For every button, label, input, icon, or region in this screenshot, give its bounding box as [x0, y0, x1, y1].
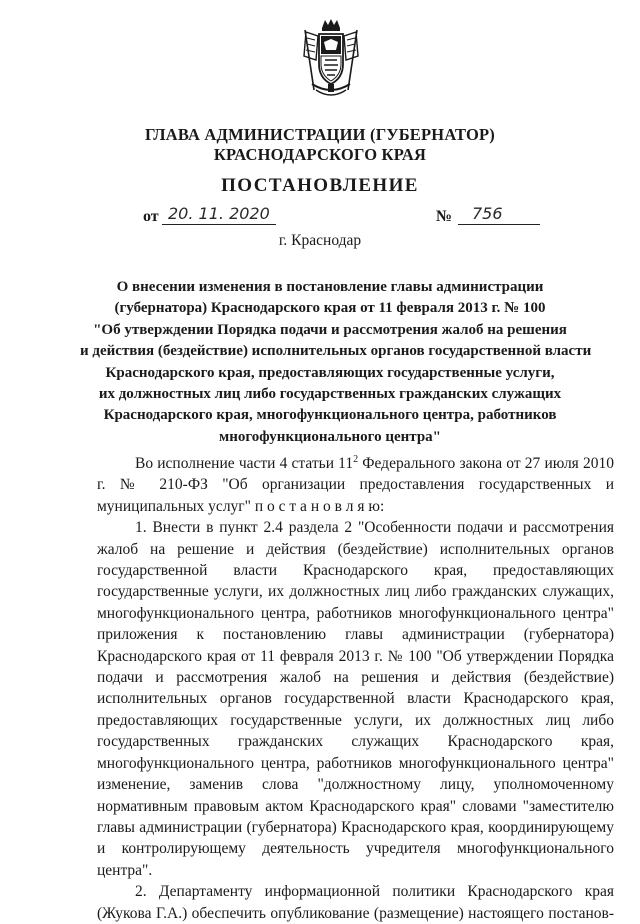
number-label: №	[436, 208, 453, 225]
city: г. Краснодар	[278, 232, 362, 249]
authority-title-line2: КРАСНОДАРСКОГО КРАЯ	[213, 145, 427, 164]
date-label: от	[143, 208, 159, 225]
authority-title-line1: ГЛАВА АДМИНИСТРАЦИИ (ГУБЕРНАТОР)	[145, 125, 495, 144]
subject-line: Краснодарского края, многофункционального центра, работников	[103, 407, 557, 424]
date-number-row	[0, 204, 640, 230]
coat-of-arms-icon	[300, 18, 362, 102]
date-value: 20. 11. 2020	[162, 204, 276, 225]
body-paragraph-preamble: Во исполнение части 4 статьи $11^2$ Федерального закона от 27 июля 2010 г. № 210-ФЗ "Об организации предоставления государственных и муниципальных услуг" п о с т а н о в л я ю:	[97, 453, 614, 515]
body-paragraph-item-2: 2. Департаменту информационной политики Краснодарского края (Жукова Г.А.) обеспечить опубликование (размещение) настоящего постанов-	[97, 883, 614, 922]
superscript: 2	[353, 453, 359, 465]
subject-line: и действия (бездействие) исполнительных органов государственной власти	[80, 343, 592, 360]
subject-line: О внесении изменения в постановление главы администрации	[116, 279, 544, 295]
document-body	[97, 453, 614, 924]
document-subject	[80, 277, 592, 448]
subject-line: многофункционального центра"	[219, 428, 441, 445]
subject-line: (губернатора) Краснодарского края от 11 февраля 2013 г. № 100	[114, 300, 546, 317]
number-value: 756	[458, 204, 540, 225]
body-paragraph-item-1: 1. Внести в пункт 2.4 раздела 2 "Особенности подачи и рассмотрения жалоб на решение и действия (бездействие) исполнительных органов государственной власти Краснодарского края, предоставляющих государственные услуги, их должностных лиц либо гражданских служащих, многофункционального центра, работников многофункционального центра" приложения к постановлению главы администрации (губернатора) Краснодарского края от 11 февраля 2013 г. № 100 "Об утверждении Порядка подачи и рассмотрения жалоб на решения и действия (бездействие) исполнительных органов государственной власти Краснодарского края, предоставляющих государственные услуги, их должностных лиц либо государственных гражданских служащих Краснодарского края, многофункционального центра, работников многофункционального центра" изменение, заменив слова "должностному лицу, уполномоченному нормативным правовым актом Краснодарского края" словами "заместителю главы администрации (губернатора) Краснодарского края, координирующему и контролирующему деятельность учредителя многофункционального центра".	[97, 519, 614, 879]
subject-line: их должностных лиц либо государственных гражданских служащих	[98, 386, 562, 403]
subject-line: Краснодарского края, предоставляющих государственные услуги,	[105, 364, 555, 381]
document-type: ПОСТАНОВЛЕНИЕ	[221, 175, 419, 196]
subject-line: "Об утверждении Порядка подачи и рассмотрения жалоб на решения	[93, 321, 567, 338]
